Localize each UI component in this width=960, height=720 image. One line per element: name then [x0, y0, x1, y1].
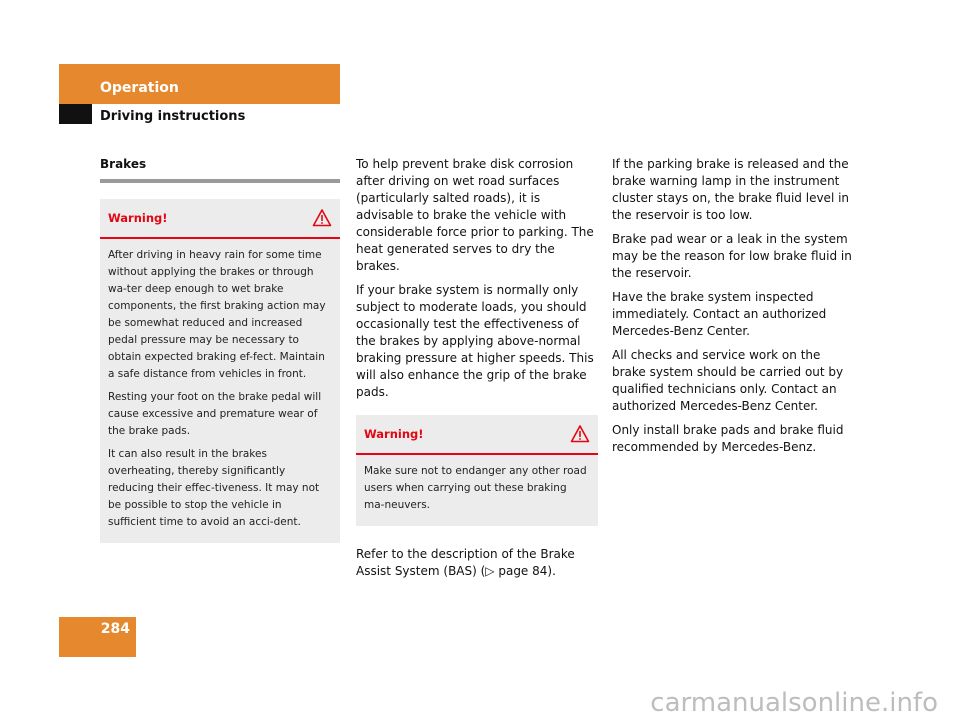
body-paragraph: Have the brake system inspected immediately. Contact an authorized Mercedes-Benz Center.: [612, 290, 827, 338]
watermark: carmanualsonline.info: [650, 688, 938, 718]
body-paragraph: All checks and service work on the brake system should be carried out by qualified technicians only. Contact an authorized Mercedes-Benz Center.: [612, 348, 844, 413]
warning-text: After driving in heavy rain for some time without applying the brakes or through wa-ter deep enough to wet brake components, the first braking action may be somewhat reduced and increased pedal pressure may be necessary to obtain expected braking ef-fect. Maintain a safe distance from vehicles in front.: [108, 249, 326, 380]
warning-title: Warning!: [108, 210, 168, 225]
warning-text: Resting your foot on the brake pedal will cause excessive and premature wear of the brake pads.: [108, 391, 322, 437]
bas-reference: Refer to the description of the Brake Assist System (BAS) (▷ page 84).: [356, 547, 575, 578]
subsection-title: Driving instructions: [100, 109, 246, 124]
brakes-heading: Brakes: [100, 156, 340, 183]
warning-header: [100, 199, 340, 239]
body-paragraph: Brake pad wear or a leak in the system may be the reason for low brake fluid in the reservoir.: [612, 232, 852, 280]
page-number: 284: [100, 621, 130, 637]
warning-text: It can also result in the brakes overheating, thereby significantly reducing their effec-tiveness. It may not be possible to stop the vehicle in sufficient time to avoid an acci-dent.: [108, 448, 320, 528]
column-3: [612, 156, 854, 463]
warning-box-2: [356, 415, 598, 526]
column-1: [100, 156, 340, 543]
warning-title: Warning!: [364, 426, 424, 441]
column-2: [356, 156, 598, 587]
body-paragraph: If your brake system is normally only subject to moderate loads, you should occasionally test the effectiveness of the brakes by applying above-normal braking pressure at higher speeds. This will also enhance the grip of the brake pads.: [356, 283, 594, 399]
warning-triangle-icon: [312, 208, 332, 228]
body-paragraph: Only install brake pads and brake fluid recommended by Mercedes-Benz.: [612, 423, 844, 454]
warning-box-1: [100, 199, 340, 543]
section-title: Operation: [100, 80, 179, 96]
body-paragraph: If the parking brake is released and the brake warning lamp in the instrument cluster stays on, the brake fluid level in the reservoir is too low.: [612, 157, 850, 222]
warning-text: Make sure not to endanger any other road users when carrying out these braking ma-neuvers.: [364, 465, 587, 511]
warning-header: [356, 415, 598, 455]
warning-triangle-icon: [570, 424, 590, 444]
body-paragraph: To help prevent brake disk corrosion after driving on wet road surfaces (particularly salted roads), it is advisable to brake the vehicle with considerable force prior to parking. The heat generated serves to dry the brakes.: [356, 157, 594, 273]
header-marker: [59, 104, 92, 124]
